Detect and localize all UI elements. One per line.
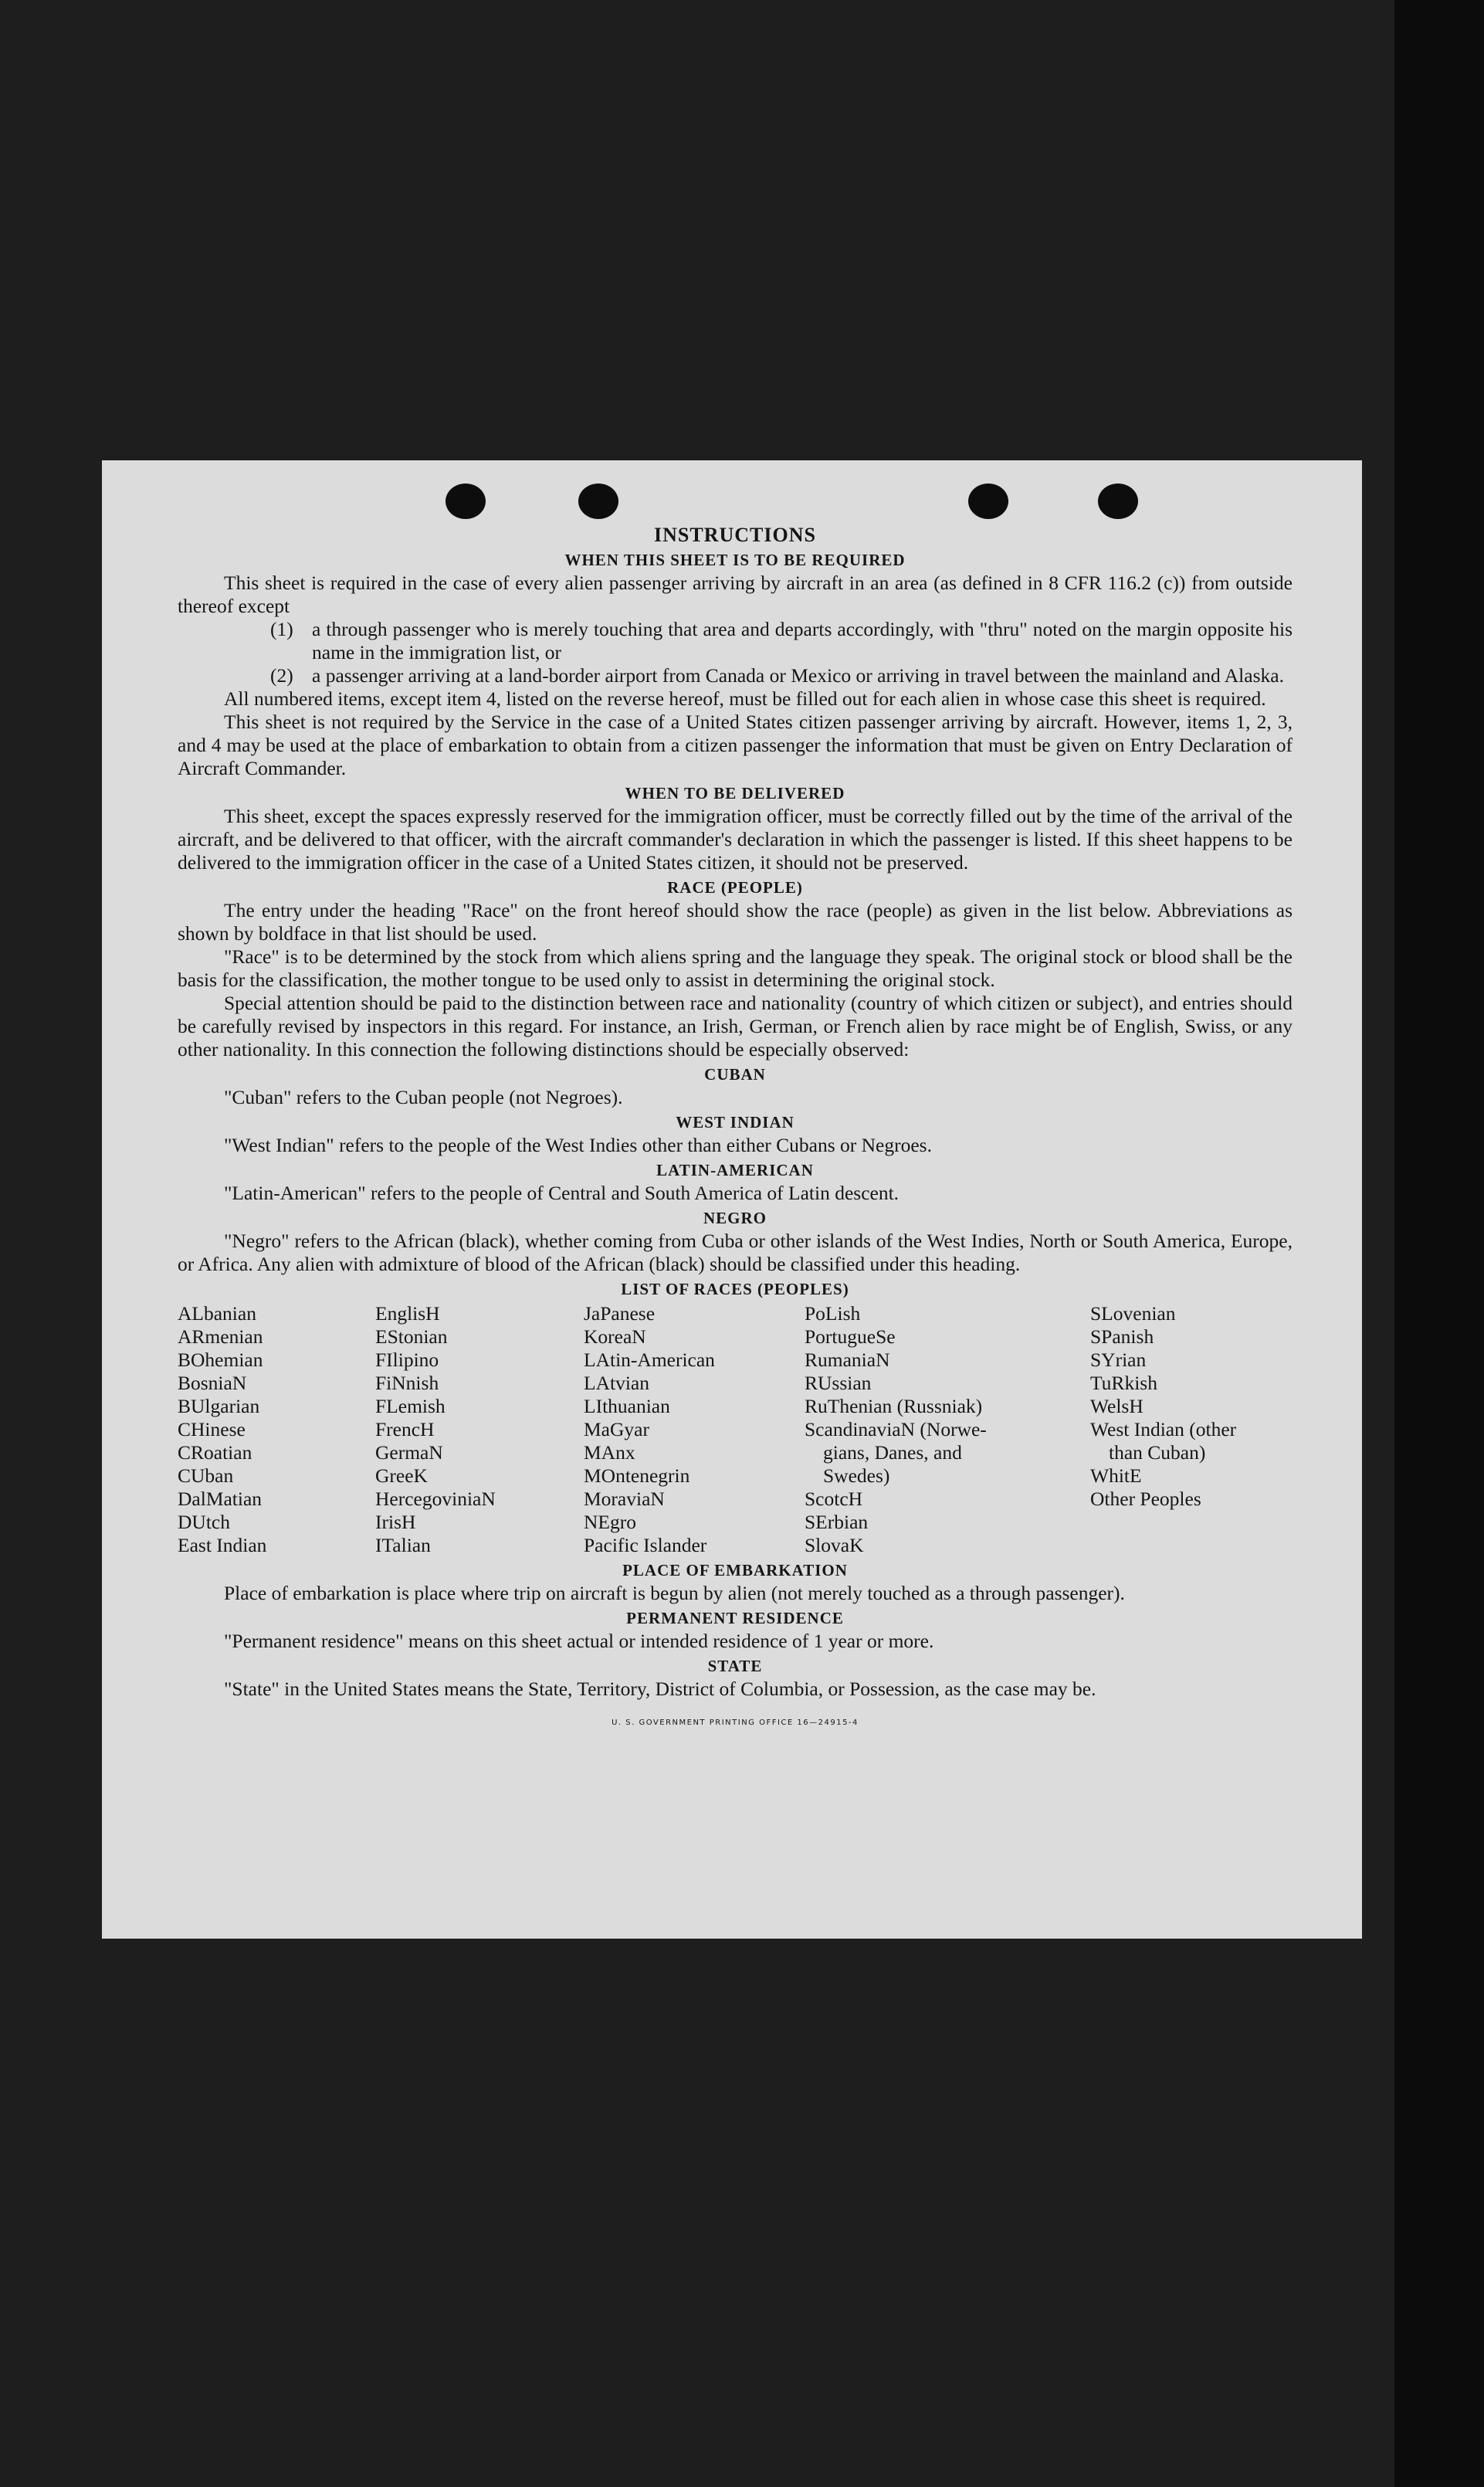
film-edge bbox=[1394, 0, 1484, 2487]
race-entry: SPanish bbox=[1090, 1325, 1154, 1348]
race-entry: PortugueSe bbox=[805, 1325, 896, 1348]
section-heading-latin-american: LATIN-AMERICAN bbox=[656, 1161, 814, 1179]
race-entry: Pacific Islander bbox=[584, 1534, 707, 1556]
race-entry: WelsH bbox=[1090, 1395, 1143, 1417]
races-column-4 bbox=[805, 1302, 1090, 1557]
races-column-5 bbox=[1090, 1302, 1291, 1557]
races-column-2 bbox=[375, 1302, 584, 1557]
race-entry: than Cuban) bbox=[1109, 1441, 1206, 1464]
race-entry: GreeK bbox=[375, 1464, 428, 1487]
race-entry: West Indian (other bbox=[1090, 1418, 1237, 1440]
race-entry: DUtch bbox=[178, 1511, 230, 1533]
page-title: INSTRUCTIONS bbox=[654, 524, 816, 546]
printing-office-imprint: U. S. GOVERNMENT PRINTING OFFICE 16—24915-4 bbox=[612, 1719, 859, 1727]
race-entry: KoreaN bbox=[584, 1325, 646, 1348]
race-entry: ARmenian bbox=[178, 1325, 263, 1348]
race-entry: DalMatian bbox=[178, 1488, 263, 1510]
punch-hole-1 bbox=[446, 483, 486, 519]
residence-paragraph: "Permanent residence" means on this sheet actual or intended residence of 1 year or more. bbox=[224, 1630, 934, 1652]
race-entry: Swedes) bbox=[823, 1464, 890, 1487]
item-text: a through passenger who is merely touching that area and departs accordingly, with "thru" noted on the margin opposite his name in the immigration list, or bbox=[312, 618, 1293, 663]
instruction-sheet bbox=[102, 460, 1362, 1939]
race-entry: ITalian bbox=[375, 1534, 431, 1556]
race-entry: SYrian bbox=[1090, 1349, 1147, 1371]
section-heading-delivered: WHEN TO BE DELIVERED bbox=[625, 784, 845, 802]
race-entry: FLemish bbox=[375, 1395, 446, 1417]
race-entry: RumaniaN bbox=[805, 1349, 890, 1371]
race-entry: PoLish bbox=[805, 1302, 861, 1325]
cuban-paragraph: "Cuban" refers to the Cuban people (not Negroes). bbox=[224, 1086, 623, 1108]
punch-hole-3 bbox=[968, 483, 1008, 519]
item-number: (1) bbox=[270, 618, 293, 640]
section-heading-negro: NEGRO bbox=[703, 1209, 767, 1227]
race-entry: GermaN bbox=[375, 1441, 443, 1464]
race-entry: FiNnish bbox=[375, 1372, 439, 1394]
citizen-paragraph: This sheet is not required by the Service in the case of a United States citizen passenger arriving by aircraft. However, items 1, 2, 3, and 4 may be used at the place of embarkation to obtain from a citizen passenger the information that must be given on Entry Declaration of Aircraft Commander. bbox=[178, 711, 1293, 779]
race-paragraph-2: "Race" is to be determined by the stock from which aliens spring and the language they speak. The original stock or blood shall be the basis for the classification, the mother tongue to be used only to assist in determining the original stock. bbox=[178, 945, 1293, 991]
races-column-1 bbox=[178, 1302, 375, 1557]
punch-hole-2 bbox=[578, 483, 618, 519]
section-heading-race: RACE (PEOPLE) bbox=[667, 878, 803, 897]
race-entry: East Indian bbox=[178, 1534, 267, 1556]
race-entry: IrisH bbox=[375, 1511, 416, 1533]
races-list bbox=[178, 1302, 1293, 1557]
delivered-paragraph: This sheet, except the spaces expressly reserved for the immigration officer, must be correctly filled out by the time of the arrival of the aircraft, and be delivered to that officer, with the aircraft commander's declaration in which the passenger is listed. If this sheet happens to be delivered to the immigration officer in the case of a United States citizen, it should not be preserved. bbox=[178, 805, 1293, 874]
race-paragraph-3: Special attention should be paid to the distinction between race and nationality (country of which citizen or subject), and entries should be carefully revised by inspectors in this regard. For instance, an Irish, German, or French alien by race might be of English, Swiss, or any other nationality. In this connection the following distinctions should be especially observed: bbox=[178, 992, 1293, 1060]
latin-american-paragraph: "Latin-American" refers to the people of Central and South America of Latin descent. bbox=[224, 1182, 900, 1204]
race-entry: FrencH bbox=[375, 1418, 435, 1440]
section-heading-required: WHEN THIS SHEET IS TO BE REQUIRED bbox=[564, 551, 906, 569]
race-entry: LIthuanian bbox=[584, 1395, 670, 1417]
race-entry: CHinese bbox=[178, 1418, 246, 1440]
race-entry: FIlipino bbox=[375, 1349, 439, 1371]
race-entry: EnglisH bbox=[375, 1302, 440, 1325]
race-entry: ScotcH bbox=[805, 1488, 863, 1510]
numbered-items-paragraph: All numbered items, except item 4, listed on the reverse hereof, must be filled out for each alien in whose case this sheet is required. bbox=[224, 687, 1266, 710]
race-entry: ALbanian bbox=[178, 1302, 256, 1325]
race-entry: SLovenian bbox=[1090, 1302, 1176, 1325]
item-number: (2) bbox=[270, 664, 293, 687]
race-entry: SlovaK bbox=[805, 1534, 864, 1556]
section-heading-residence: PERMANENT RESIDENCE bbox=[626, 1609, 844, 1627]
race-entry: MoraviaN bbox=[584, 1488, 665, 1510]
race-entry: CRoatian bbox=[178, 1441, 252, 1464]
race-entry: NEgro bbox=[584, 1511, 636, 1533]
races-column-3 bbox=[584, 1302, 805, 1557]
race-entry: SErbian bbox=[805, 1511, 869, 1533]
section-heading-embarkation: PLACE OF EMBARKATION bbox=[622, 1561, 848, 1579]
race-entry: Other Peoples bbox=[1090, 1488, 1201, 1510]
race-entry: RUssian bbox=[805, 1372, 872, 1394]
west-indian-paragraph: "West Indian" refers to the people of the West Indies other than either Cubans or Negroes. bbox=[224, 1134, 932, 1156]
race-entry: RuThenian (Russniak) bbox=[805, 1395, 983, 1417]
race-paragraph-1: The entry under the heading "Race" on the front hereof should show the race (people) as given in the list below. Abbreviations as shown by boldface in that list should be used. bbox=[178, 899, 1293, 945]
race-entry: WhitE bbox=[1090, 1464, 1142, 1487]
race-entry: MOntenegrin bbox=[584, 1464, 690, 1487]
section-heading-state: STATE bbox=[707, 1657, 763, 1675]
race-entry: CUban bbox=[178, 1464, 234, 1487]
instructions-body bbox=[178, 524, 1293, 1735]
race-entry: BosniaN bbox=[178, 1372, 247, 1394]
section-heading-cuban: CUBAN bbox=[704, 1065, 766, 1084]
section-heading-west-indian: WEST INDIAN bbox=[676, 1113, 795, 1132]
embarkation-paragraph: Place of embarkation is place where trip on aircraft is begun by alien (not merely touched as a through passenger). bbox=[224, 1582, 1125, 1604]
punch-hole-4 bbox=[1098, 483, 1138, 519]
race-entry: MaGyar bbox=[584, 1418, 649, 1440]
exception-item-1 bbox=[178, 618, 1293, 664]
section-heading-races-list: LIST OF RACES (PEOPLES) bbox=[621, 1280, 849, 1298]
state-paragraph: "State" in the United States means the State, Territory, District of Columbia, or Possession, as the case may be. bbox=[224, 1678, 1096, 1700]
race-entry: JaPanese bbox=[584, 1302, 656, 1325]
race-entry: MAnx bbox=[584, 1441, 635, 1464]
race-entry: LAtin-American bbox=[584, 1349, 715, 1371]
race-entry: LAtvian bbox=[584, 1372, 649, 1394]
item-text: a passenger arriving at a land-border airport from Canada or Mexico or arriving in travel between the mainland and Alaska. bbox=[312, 664, 1284, 687]
race-entry: ScandinaviaN (Norwe- bbox=[805, 1418, 987, 1440]
race-entry: BOhemian bbox=[178, 1349, 263, 1371]
race-entry: EStonian bbox=[375, 1325, 448, 1348]
negro-paragraph: "Negro" refers to the African (black), whether coming from Cuba or other islands of the West Indies, North or South America, Europe, or Africa. Any alien with admixture of blood of the African (black) should be classified under this heading. bbox=[178, 1230, 1293, 1275]
race-entry: BUlgarian bbox=[178, 1395, 260, 1417]
intro-paragraph: This sheet is required in the case of every alien passenger arriving by aircraft in an area (as defined in 8 CFR 116.2 (c)) from outside thereof except bbox=[178, 572, 1293, 617]
race-entry: gians, Danes, and bbox=[823, 1441, 962, 1464]
exception-item-2 bbox=[178, 664, 1293, 687]
race-entry: TuRkish bbox=[1090, 1372, 1157, 1394]
race-entry: HercegoviniaN bbox=[375, 1488, 496, 1510]
